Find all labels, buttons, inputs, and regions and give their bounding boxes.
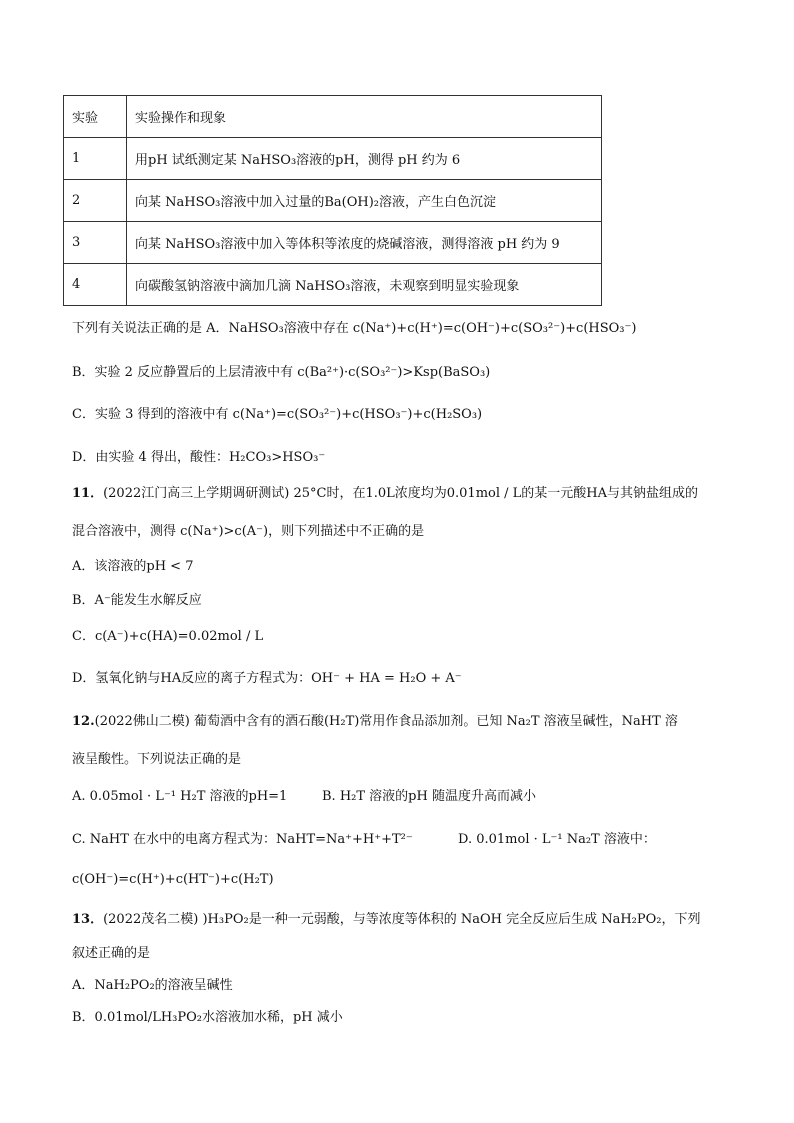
table-row — [64, 180, 602, 222]
table-cell: 向某 NaHSO₃溶液中加入过量的Ba(OH)₂溶液，产生白色沉淀 — [127, 180, 602, 222]
q12-stem-text: (2022佛山二模) 葡萄酒中含有的酒石酸(H₂T)常用作食品添加剂。已知 Na₂T 溶液呈碱性，NaHT 溶 — [94, 714, 678, 729]
table-row — [64, 264, 602, 306]
q11-option-c: C．c(A⁻)+c(HA)=0.02mol / L — [72, 629, 264, 644]
q10-stem-option-a: 下列有关说法正确的是 A．NaHSO₃溶液中存在 c(Na⁺)+c(H⁺)=c(OH⁻)+c(SO₃²⁻)+c(HSO₃⁻) — [72, 321, 637, 336]
q12-option-d-equation: c(OH⁻)=c(H⁺)+c(HT⁻)+c(H₂T) — [72, 872, 274, 887]
q13-stem-line1 — [72, 911, 701, 929]
table-row — [64, 138, 602, 180]
q10-option-d: D．由实验 4 得出，酸性：H₂CO₃>HSO₃⁻ — [72, 450, 326, 465]
table-cell: 3 — [64, 222, 127, 264]
table-cell: 向某 NaHSO₃溶液中加入等体积等浓度的烧碱溶液，测得溶液 pH 约为 9 — [127, 222, 602, 264]
table-header-row — [64, 96, 602, 138]
q12-stem-line1 — [72, 713, 678, 731]
q13-number: 13． — [72, 912, 104, 927]
q11-stem-line1 — [72, 485, 698, 503]
q10-option-c: C．实验 3 得到的溶液中有 c(Na⁺)=c(SO₃²⁻)+c(HSO₃⁻)+c(H₂SO₃) — [72, 407, 483, 422]
q10-option-b: B．实验 2 反应静置后的上层清液中有 c(Ba²⁺)·c(SO₃²⁻)>Ksp(BaSO₃) — [72, 365, 491, 380]
table-header-cell: 实验操作和现象 — [127, 96, 602, 138]
table-cell: 2 — [64, 180, 127, 222]
q11-option-d: D．氢氧化钠与HA反应的离子方程式为：OH⁻ + HA = H₂O + A⁻ — [72, 671, 462, 686]
q12-option-a: A. 0.05mol · L⁻¹ H₂T 溶液的pH=1 — [72, 789, 288, 804]
q12-option-d: D. 0.01mol · L⁻¹ Na₂T 溶液中： — [458, 832, 656, 847]
table-row — [64, 222, 602, 264]
q12-option-b: B. H₂T 溶液的pH 随温度升高而减小 — [322, 789, 536, 804]
q11-stem-text: (2022江门高三上学期调研测试) 25°C时，在1.0L浓度均为0.01mol / L的某一元酸HA与其钠盐组成的 — [103, 486, 699, 501]
q12-stem-line2: 液呈酸性。下列说法正确的是 — [72, 752, 242, 767]
q12-number: 12. — [72, 714, 95, 729]
table-header-cell: 实验 — [64, 96, 127, 138]
q13-stem-line2: 叙述正确的是 — [72, 946, 151, 961]
table-cell: 1 — [64, 138, 127, 180]
q13-option-a: A．NaH₂PO₂的溶液呈碱性 — [72, 978, 233, 993]
q11-option-a: A．该溶液的pH < 7 — [72, 559, 194, 574]
table-cell: 向碳酸氢钠溶液中滴加几滴 NaHSO₃溶液，未观察到明显实验现象 — [127, 264, 602, 306]
experiment-table — [63, 95, 602, 306]
q13-stem-text: (2022茂名二模) )H₃PO₂是一种一元弱酸，与等浓度等体积的 NaOH 完全反应后生成 NaH₂PO₂，下列 — [103, 912, 701, 927]
q11-option-b: B．A⁻能发生水解反应 — [72, 593, 202, 608]
table-cell: 4 — [64, 264, 127, 306]
q11-number: 11． — [72, 486, 104, 501]
q13-option-b: B．0.01mol/LH₃PO₂水溶液加水稀，pH 减小 — [72, 1010, 343, 1025]
q12-option-c: C. NaHT 在水中的电离方程式为：NaHT=Na⁺+H⁺+T²⁻ — [72, 832, 413, 847]
q11-stem-line2: 混合溶液中，测得 c(Na⁺)>c(A⁻)，则下列描述中不正确的是 — [72, 524, 425, 539]
table-cell: 用pH 试纸测定某 NaHSO₃溶液的pH，测得 pH 约为 6 — [127, 138, 602, 180]
